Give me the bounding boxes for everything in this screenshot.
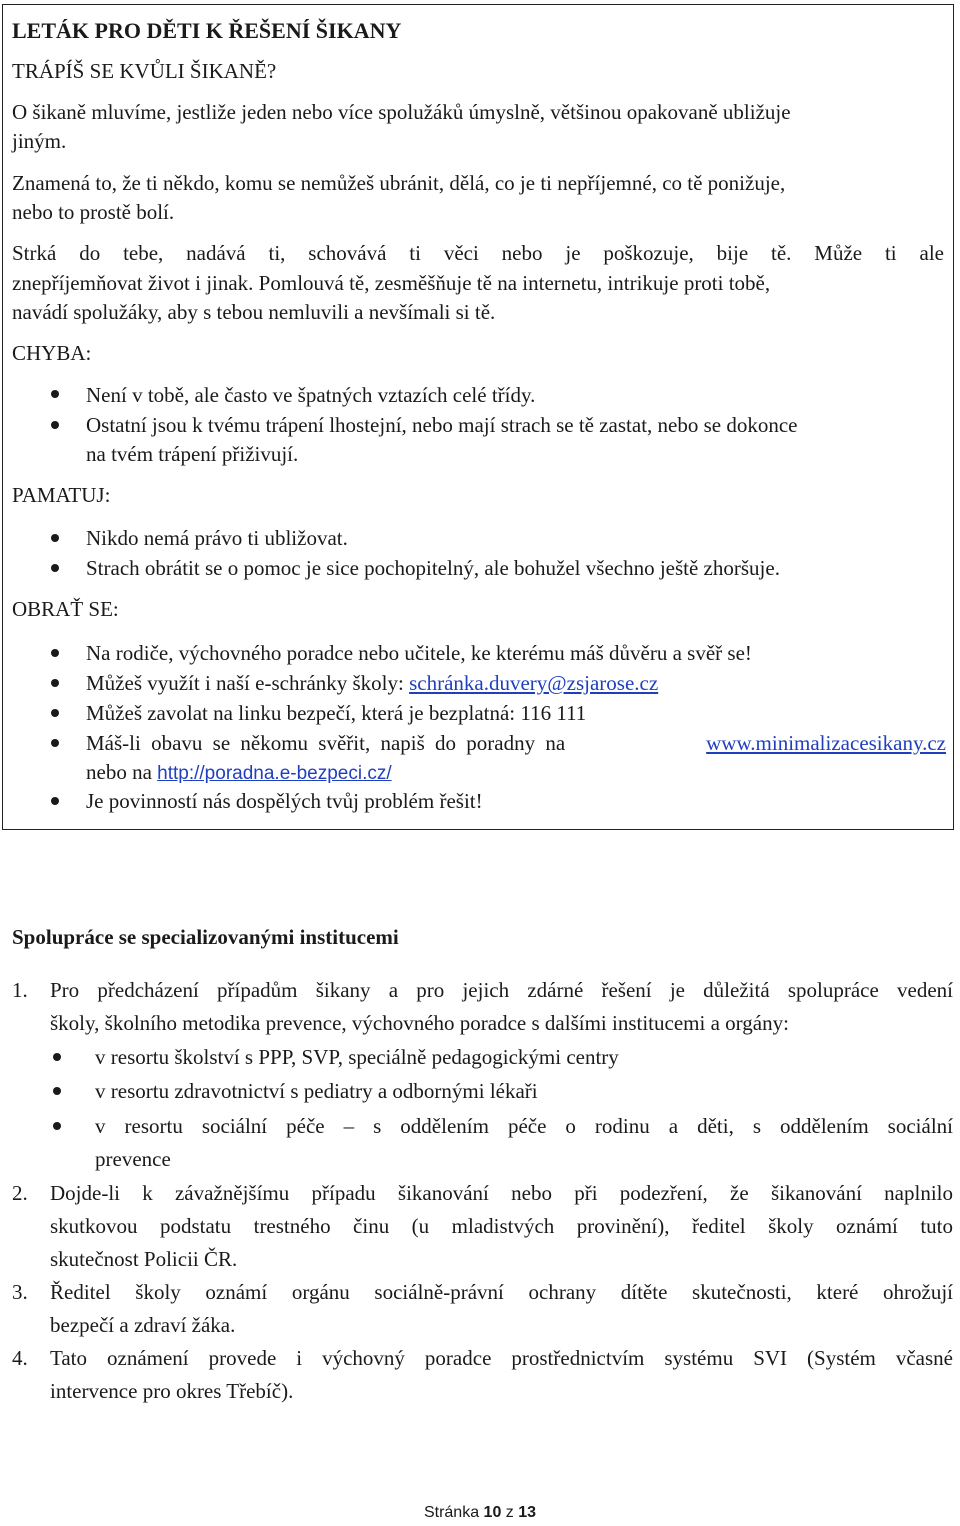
paragraph-1-line-2: jiným. bbox=[12, 129, 67, 153]
pamatuj-item-2: Strach obrátit se o pomoc je sice pochopitelný, ale bohužel všechno ještě zhoršuje. bbox=[86, 556, 780, 580]
item-2-line-3: skutečnost Policii ČR. bbox=[50, 1247, 238, 1271]
obrat-item-2 bbox=[86, 668, 658, 698]
bullet-icon bbox=[51, 797, 59, 805]
minimalizace-link[interactable]: www.minimalizacesikany.cz bbox=[706, 731, 946, 755]
item-3-line-1: Ředitel školy oznámí orgánu sociálně-právní ochrany dítěte skutečnosti, které ohrožují bbox=[50, 1280, 953, 1304]
obrat-item-4-line-2-text: nebo na bbox=[86, 760, 158, 784]
item-2-line-2: skutkovou podstatu trestného činu (u mladistvých provinění), ředitel školy oznámí tuto bbox=[50, 1214, 953, 1238]
obrat-item-2-text: Můžeš využít i naší e-schránky školy: bbox=[86, 671, 410, 695]
item-4-line-1: Tato oznámení provede i výchovný poradce prostřednictvím systému SVI (Systém včasné bbox=[50, 1346, 953, 1370]
bullet-icon bbox=[53, 1053, 61, 1061]
obrat-item-1: Na rodiče, výchovného poradce nebo učitele, ke kterému máš důvěru a svěř se! bbox=[86, 641, 752, 665]
obrat-item-3: Můžeš zavolat na linku bezpečí, která je bezplatná: 116 111 bbox=[86, 701, 587, 725]
obrat-item-4-text: Máš-li obavu se někomu svěřit, napiš do poradny na bbox=[86, 731, 566, 755]
bullet-icon bbox=[51, 649, 59, 657]
pamatuj-label: PAMATUJ: bbox=[12, 483, 111, 507]
bullet-icon bbox=[51, 534, 59, 542]
item-2-line-1: Dojde-li k závažnějšímu případu šikanování nebo při podezření, že šikanování naplnilo bbox=[50, 1181, 953, 1205]
list-number: 1. bbox=[12, 978, 28, 1002]
leaflet-title: LETÁK PRO DĚTI K ŘEŠENÍ ŠIKANY bbox=[12, 18, 402, 43]
list-number: 2. bbox=[12, 1181, 28, 1205]
bullet-icon bbox=[53, 1087, 61, 1095]
item-1-line-1: Pro předcházení případům šikany a pro jejich zdárné řešení je důležitá spolupráce vedení bbox=[50, 978, 953, 1002]
paragraph-2-line-1: Znamená to, že ti někdo, komu se nemůžeš ubránit, dělá, co je ti nepříjemné, co tě ponižuje, bbox=[12, 171, 786, 195]
item-3-line-2: bezpečí a zdraví žáka. bbox=[50, 1313, 236, 1337]
list-number: 4. bbox=[12, 1346, 28, 1370]
bullet-icon bbox=[53, 1122, 61, 1130]
subitem-2: v resortu zdravotnictví s pediatry a odbornými lékaři bbox=[95, 1079, 538, 1103]
footer-page-number: 10 bbox=[483, 1504, 502, 1521]
subitem-3-line-1: v resortu sociální péče – s oddělením péče o rodinu a děti, s oddělením sociální bbox=[95, 1114, 953, 1138]
obrat-label: OBRAŤ SE: bbox=[12, 597, 119, 621]
footer-total-pages: 13 bbox=[518, 1504, 537, 1521]
bullet-icon bbox=[51, 709, 59, 717]
obrat-item-4-line-2 bbox=[86, 757, 392, 789]
page-footer bbox=[0, 1504, 960, 1522]
subitem-3-line-2: prevence bbox=[95, 1147, 171, 1171]
chyba-label: CHYBA: bbox=[12, 341, 92, 365]
subitem-1: v resortu školství s PPP, SVP, speciálně pedagogickými centry bbox=[95, 1045, 619, 1069]
footer-prefix: Stránka bbox=[423, 1504, 484, 1521]
section-heading: Spolupráce se specializovanými institucemi bbox=[12, 925, 399, 949]
chyba-item-1: Není v tobě, ale často ve špatných vztazích celé třídy. bbox=[86, 383, 536, 407]
paragraph-3-line-3: navádí spolužáky, aby s tebou nemluvili a nevšímali si tě. bbox=[12, 300, 496, 324]
item-1-line-2: školy, školního metodika prevence, výchovného poradce s dalšími institucemi a orgány: bbox=[50, 1011, 789, 1035]
leaflet-subtitle: TRÁPÍŠ SE KVŮLI ŠIKANĚ? bbox=[12, 59, 277, 83]
poradna-link[interactable]: http://poradna.e-bezpeci.cz/ bbox=[157, 763, 392, 784]
chyba-item-2-line-2: na tvém trápení přiživují. bbox=[86, 442, 299, 466]
obrat-item-4-line-1 bbox=[86, 728, 946, 758]
list-number: 3. bbox=[12, 1280, 28, 1304]
bullet-icon bbox=[51, 564, 59, 572]
email-link[interactable]: schránka.duvery@zsjarose.cz bbox=[409, 671, 659, 695]
bullet-icon bbox=[51, 390, 59, 398]
obrat-item-5: Je povinností nás dospělých tvůj problém řešit! bbox=[86, 789, 483, 813]
bullet-icon bbox=[51, 679, 59, 687]
paragraph-1-line-1: O šikaně mluvíme, jestliže jeden nebo více spolužáků úmyslně, většinou opakovaně ubližuje bbox=[12, 100, 791, 124]
bullet-icon bbox=[51, 739, 59, 747]
item-4-line-2: intervence pro okres Třebíč). bbox=[50, 1379, 294, 1403]
footer-mid: z bbox=[501, 1504, 519, 1521]
paragraph-3-line-2: znepříjemňovat život i jinak. Pomlouvá tě, zesměšňuje tě na internetu, intrikuje proti tobě, bbox=[12, 271, 771, 295]
pamatuj-item-1: Nikdo nemá právo ti ubližovat. bbox=[86, 526, 348, 550]
chyba-item-2-line-1: Ostatní jsou k tvému trápení lhostejní, nebo mají strach se tě zastat, nebo se dokonce bbox=[86, 413, 798, 437]
paragraph-3-line-1: Strká do tebe, nadává ti, schovává ti věci nebo je poškozuje, bije tě. Může ti ale bbox=[12, 241, 944, 265]
bullet-icon bbox=[51, 421, 59, 429]
paragraph-2-line-2: nebo to prostě bolí. bbox=[12, 200, 175, 224]
